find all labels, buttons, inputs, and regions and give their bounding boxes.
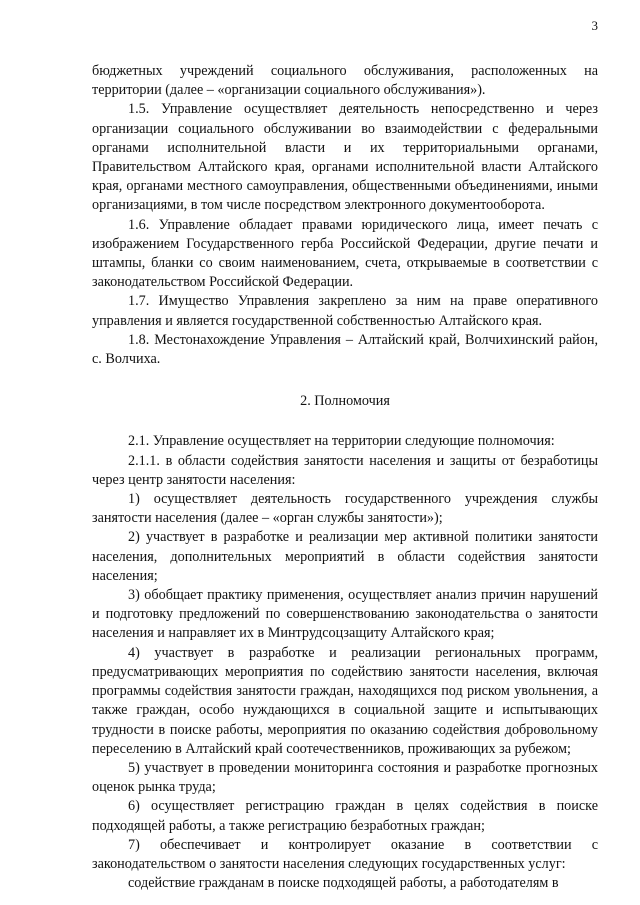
list-item-3: 3) обобщает практику применения, осуществляет анализ причин нарушений и подготовку предложений по совершенствованию законодательства о занятости населения и направляет их в Минтрудсоцзащиту Алтайского края;: [92, 587, 598, 642]
paragraph-1-6: 1.6. Управление обладает правами юридического лица, имеет печать с изображением Государственного герба Российской Федерации, другие печати и штампы, бланки со своим наименованием, счета, открываемые в соответствии с законодательством Российской Федерации.: [92, 216, 598, 291]
paragraph-services-start: содействие гражданам в поиске подходящей работы, а работодателям в: [128, 875, 559, 892]
document-body: [92, 62, 598, 893]
paragraph-1-5: 1.5. Управление осуществляет деятельность непосредственно и через организации социального обслуживании во взаимодействии с федеральными органами исполнительной власти и их территориальными органами, Правительством Алтайского края, органами исполнительной власти Алтайского края, органами местного самоуправления, общественными объединениями, иными организациями, в том числе посредством электронного документооборота.: [92, 101, 598, 214]
paragraph-1-8: 1.8. Местонахождение Управления – Алтайский край, Волчихинский район, с. Волчиха.: [92, 331, 598, 368]
list-item-1: 1) осуществляет деятельность государственного учреждения службы занятости населения (далее – «орган службы занятости»);: [92, 491, 598, 527]
list-item-2: 2) участвует в разработке и реализации мер активной политики занятости населения, дополнительных мероприятий в области содействия занятости населения;: [92, 529, 598, 584]
paragraph-2-1: 2.1. Управление осуществляет на территории следующие полномочия:: [128, 433, 555, 450]
list-item-5: 5) участвует в проведении мониторинга состояния и разработке прогнозных оценок рынка труда;: [92, 759, 598, 796]
paragraph-1-7: 1.7. Имущество Управления закреплено за ним на праве оперативного управления и является государственной собственностью Алтайского края.: [92, 293, 598, 329]
paragraph-2-1-1: 2.1.1. в области содействия занятости населения и защиты от безработицы через центр занятости населения:: [92, 452, 598, 488]
section-heading: 2. Полномочия: [300, 393, 390, 410]
list-item-4: 4) участвует в разработке и реализации региональных программ, предусматривающих мероприятия по содействию занятости населения, включая программы содействия занятости граждан, находящихся под риском увольнения, а также граждан, особо нуждающихся в социальной защите и испытывающих трудности в поиске работы, мероприятия по оказанию содействия добровольному переселению в Алтайский край соотечественников, проживающих за рубежом;: [92, 644, 598, 757]
list-item-7: 7) обеспечивает и контролирует оказание в соответствии с законодательством о занятости населения следующих государственных услуг:: [92, 836, 598, 872]
page-number: 3: [591, 18, 598, 33]
paragraph-continuation: бюджетных учреждений социального обслуживания, расположенных на территории (далее – «организации социального обслуживания»).: [92, 63, 598, 99]
list-item-6: 6) осуществляет регистрацию граждан в целях содействия в поиске подходящей работы, а также регистрацию безработных граждан;: [92, 798, 598, 834]
